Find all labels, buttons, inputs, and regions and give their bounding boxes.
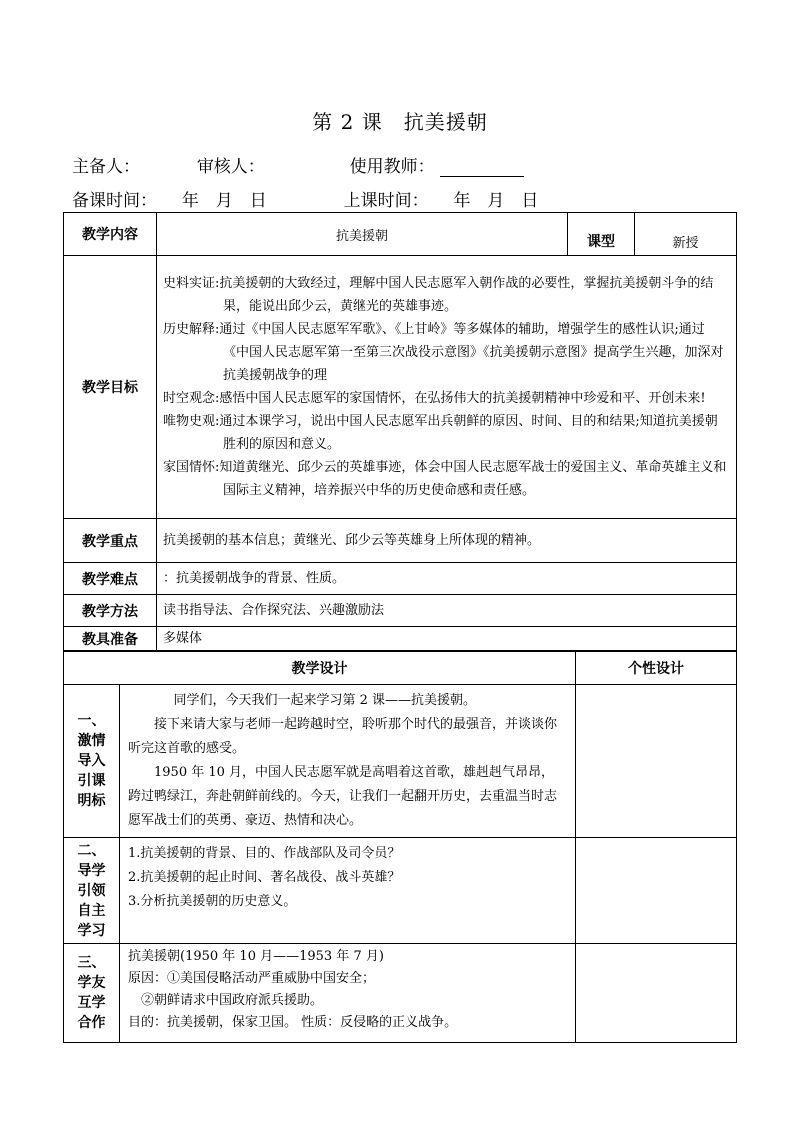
method-label: 教学方法 <box>64 595 157 627</box>
section-paragraph: 目的：抗美援朝，保家卫国。 性质：反侵略的正义战争。 <box>128 1015 458 1030</box>
goal-item: 历史解释:通过《中国人民志愿军军歌》、《上甘岭》等多媒体的辅助，增强学生的感性认识;通过《中国人民志愿军第一至第三次战役示意图》《抗美援朝示意图》提高学生兴趣，加深对抗美援朝战争的理 <box>163 322 724 383</box>
lesson-info-table <box>63 212 737 651</box>
section-paragraph: ②朝鲜请求中国政府派兵援助。 <box>128 993 324 1008</box>
section-2-personal[interactable] <box>576 838 737 944</box>
teacher-label: 使用教师： <box>349 157 435 177</box>
goals-label: 教学目标 <box>64 256 157 519</box>
type-label: 课型 <box>568 213 635 256</box>
teaching-design-table <box>63 651 737 1043</box>
key-points-value: 抗美援朝的基本信息；黄继光、邱少云等英雄身上所体现的精神。 <box>157 519 737 563</box>
section-3-personal[interactable] <box>576 944 737 1043</box>
key-points-label: 教学重点 <box>64 519 157 563</box>
class-time-label: 上课时间： <box>343 191 429 211</box>
section-1-personal[interactable] <box>576 685 737 838</box>
section-3-label: 三、 学友 互学 合作 <box>64 944 120 1043</box>
teacher-blank[interactable] <box>440 158 524 177</box>
content-label: 教学内容 <box>64 213 157 256</box>
prep-time-label: 备课时间： <box>72 191 157 211</box>
personal-design-header: 个性设计 <box>576 652 737 685</box>
section-paragraph: 2.抗美援朝的起止时间、著名战役、战斗英雄？ <box>128 870 401 885</box>
section-paragraph: 原因：①美国侵略活动严重威胁中国安全； <box>128 971 376 986</box>
section-paragraph: 1950 年 10 月，中国人民志愿军就是高唱着这首歌，雄赳赳气昂昂，跨过鸭绿江，奔赴朝鲜前线的。今天，让我们一起翻开历史，去重温当时志愿军战士们的英勇、豪迈、热情和决心。 <box>128 765 558 828</box>
section-1-label: 一、 激情 导入 引课 明标 <box>64 685 120 838</box>
method-value: 读书指导法、合作探究法、兴趣激励法 <box>157 595 737 627</box>
section-1-content <box>120 685 576 838</box>
design-header: 教学设计 <box>64 652 576 685</box>
section-3-content <box>120 944 576 1043</box>
tools-value: 多媒体 <box>157 627 737 651</box>
difficulty-value: ：抗美援朝战争的背景、性质。 <box>157 563 737 595</box>
goal-item: 家国情怀:知道黄继光、邱少云的英雄事迹，体会中国人民志愿军战士的爱国主义、革命英雄主义和国际主义精神，培养振兴中华的历史使命感和责任感。 <box>163 460 727 498</box>
prep-date: 年 月 日 <box>181 191 267 211</box>
section-paragraph: 1.抗美援朝的背景、目的、作战部队及司令员？ <box>128 846 401 861</box>
header-row-2 <box>72 186 538 211</box>
goals-list <box>157 256 737 519</box>
tools-label: 教具准备 <box>64 627 157 651</box>
section-paragraph: 同学们，今天我们一起来学习第 2 课——抗美援朝。 <box>173 693 477 708</box>
section-paragraph: 3.分析抗美援朝的历史意义。 <box>128 894 297 909</box>
reviewer-label: 审核人： <box>196 157 265 177</box>
goal-item: 唯物史观:通过本课学习，说出中国人民志愿军出兵朝鲜的原因、时间、目的和结果;知道抗美援朝胜利的原因和意义。 <box>163 414 718 452</box>
difficulty-label: 教学难点 <box>64 563 157 595</box>
goal-item: 时空观念:感悟中国人民志愿军的家国情怀，在弘扬伟大的抗美援朝精神中珍爱和平、开创未来! <box>163 391 706 406</box>
class-date: 年 月 日 <box>453 191 539 211</box>
goal-item: 史料实证:抗美援朝的大致经过，理解中国人民志愿军入朝作战的必要性，掌握抗美援朝斗争的结果，能说出邱少云，黄继光的英雄事迹。 <box>163 276 714 314</box>
type-value: 新授 <box>635 213 737 256</box>
content-value: 抗美援朝 <box>157 213 568 256</box>
lead-preparer-label: 主备人： <box>72 157 140 177</box>
section-2-label: 二、 导学 引领 自主 学习 <box>64 838 120 944</box>
section-2-content <box>120 838 576 944</box>
header-row-1 <box>72 152 524 177</box>
section-paragraph: 接下来请大家与老师一起跨越时空，聆听那个时代的最强音，并谈谈你听完这首歌的感受。 <box>128 717 558 756</box>
page-title: 第 2 课 抗美援朝 <box>312 110 488 134</box>
section-paragraph: 抗美援朝(1950 年 10 月——1953 年 7 月) <box>128 949 384 964</box>
